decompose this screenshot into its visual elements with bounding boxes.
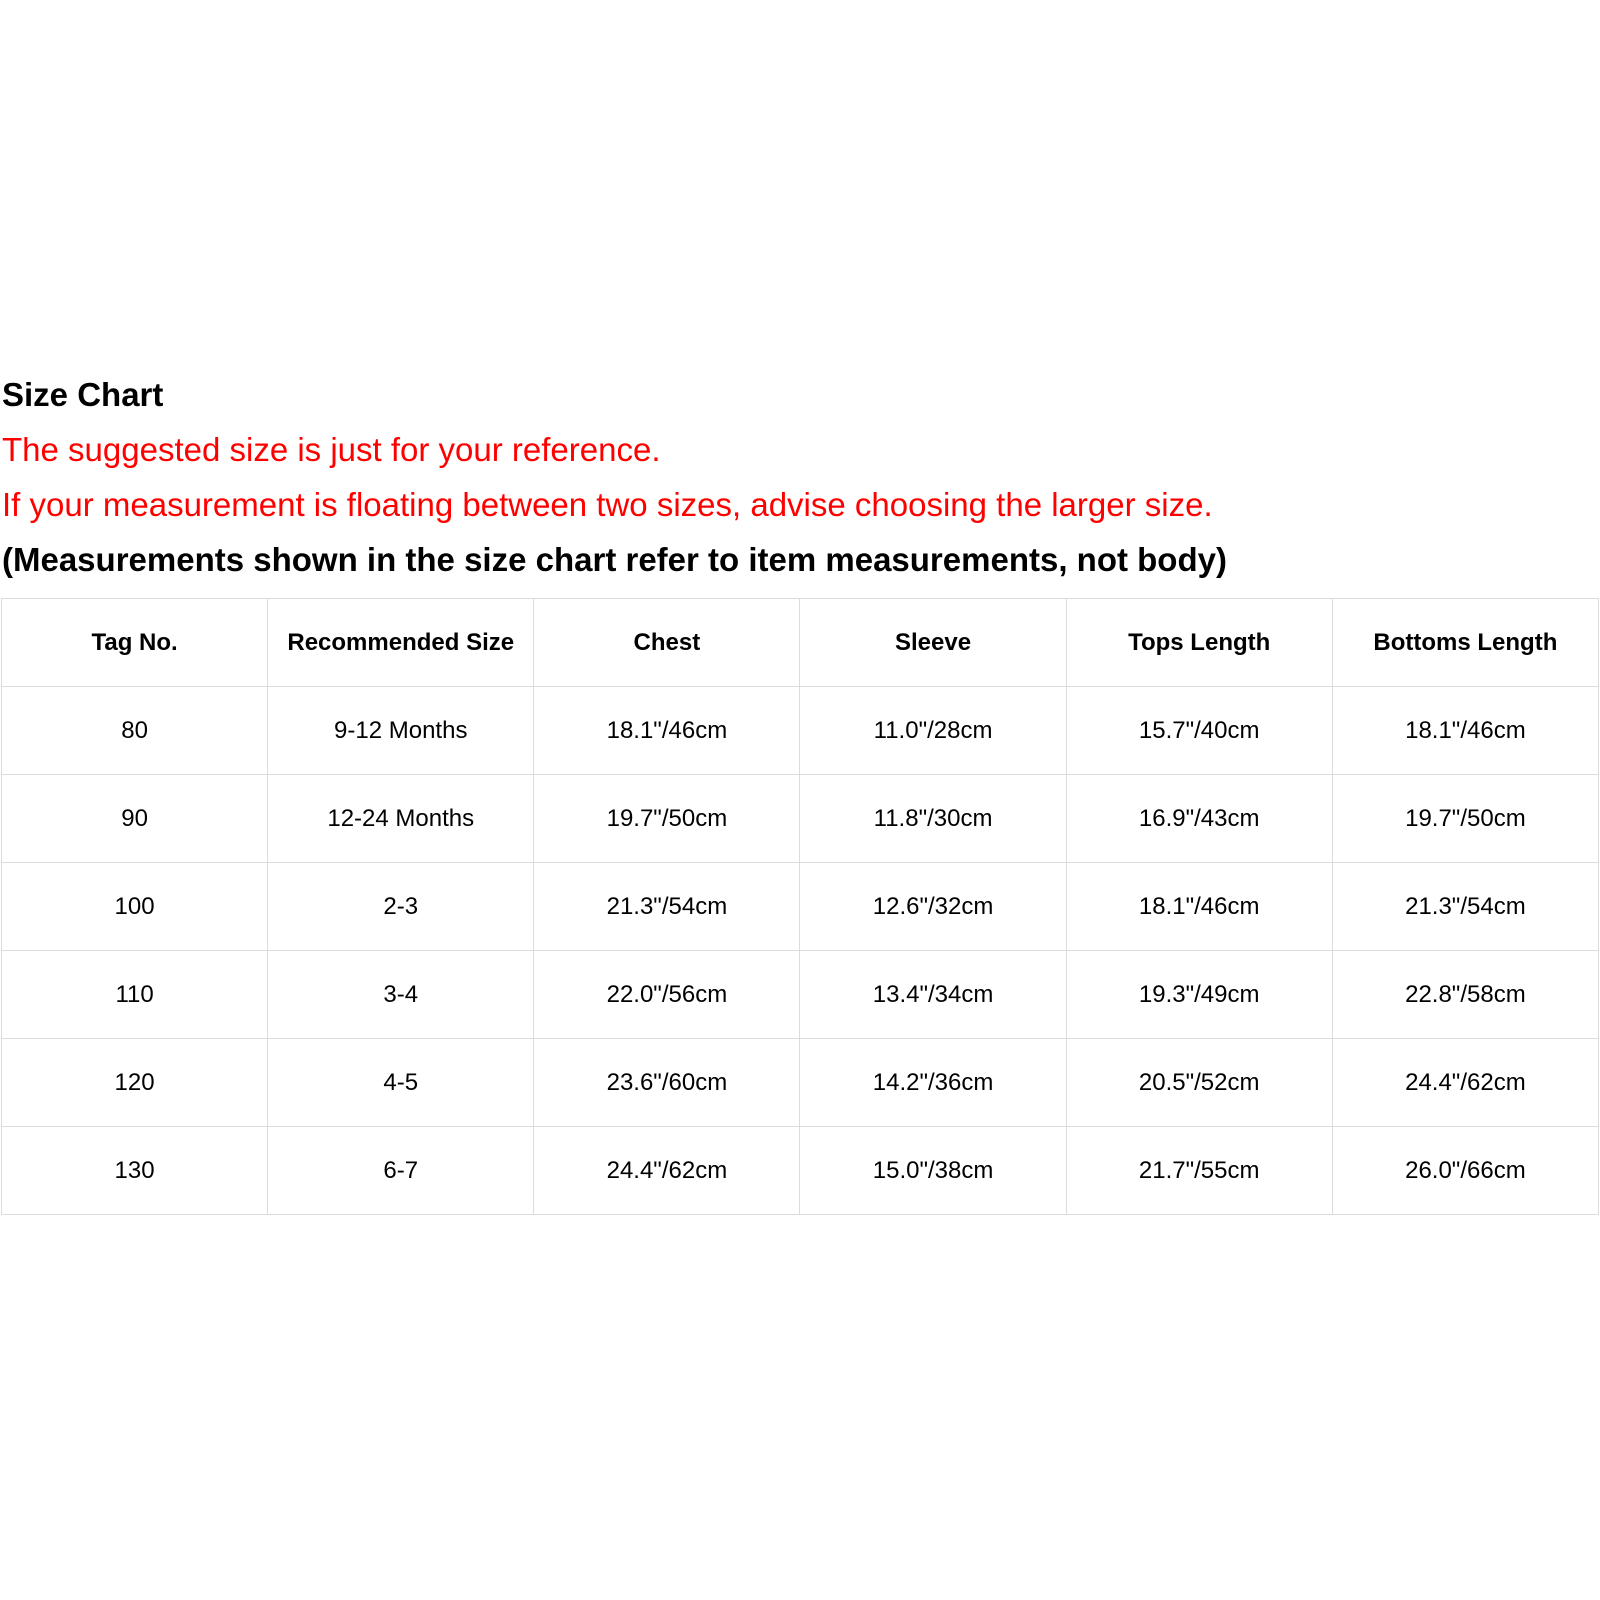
cell-tops-length: 15.7"/40cm bbox=[1066, 687, 1332, 775]
cell-chest: 21.3"/54cm bbox=[534, 863, 800, 951]
header-recommended-size: Recommended Size bbox=[268, 599, 534, 687]
cell-sleeve: 11.0"/28cm bbox=[800, 687, 1066, 775]
cell-recommended-size: 4-5 bbox=[268, 1039, 534, 1127]
cell-sleeve: 12.6"/32cm bbox=[800, 863, 1066, 951]
page-title: Size Chart bbox=[2, 376, 164, 413]
cell-tops-length: 21.7"/55cm bbox=[1066, 1127, 1332, 1215]
cell-tag-no: 80 bbox=[2, 687, 268, 775]
cell-tops-length: 20.5"/52cm bbox=[1066, 1039, 1332, 1127]
cell-tag-no: 120 bbox=[2, 1039, 268, 1127]
cell-chest: 18.1"/46cm bbox=[534, 687, 800, 775]
table-row bbox=[2, 1127, 1599, 1215]
cell-chest: 19.7"/50cm bbox=[534, 775, 800, 863]
table-row bbox=[2, 687, 1599, 775]
cell-tops-length: 18.1"/46cm bbox=[1066, 863, 1332, 951]
header-bottoms-length: Bottoms Length bbox=[1332, 599, 1598, 687]
cell-tag-no: 130 bbox=[2, 1127, 268, 1215]
cell-recommended-size: 9-12 Months bbox=[268, 687, 534, 775]
table-row bbox=[2, 863, 1599, 951]
cell-tag-no: 100 bbox=[2, 863, 268, 951]
cell-chest: 24.4"/62cm bbox=[534, 1127, 800, 1215]
cell-sleeve: 11.8"/30cm bbox=[800, 775, 1066, 863]
reference-note: The suggested size is just for your reference. bbox=[2, 431, 661, 468]
cell-recommended-size: 12-24 Months bbox=[268, 775, 534, 863]
cell-tops-length: 16.9"/43cm bbox=[1066, 775, 1332, 863]
cell-bottoms-length: 21.3"/54cm bbox=[1332, 863, 1598, 951]
cell-recommended-size: 3-4 bbox=[268, 951, 534, 1039]
table-row bbox=[2, 775, 1599, 863]
cell-bottoms-length: 22.8"/58cm bbox=[1332, 951, 1598, 1039]
cell-tag-no: 90 bbox=[2, 775, 268, 863]
cell-recommended-size: 2-3 bbox=[268, 863, 534, 951]
cell-sleeve: 14.2"/36cm bbox=[800, 1039, 1066, 1127]
cell-tops-length: 19.3"/49cm bbox=[1066, 951, 1332, 1039]
header-tag-no: Tag No. bbox=[2, 599, 268, 687]
header-tops-length: Tops Length bbox=[1066, 599, 1332, 687]
cell-bottoms-length: 19.7"/50cm bbox=[1332, 775, 1598, 863]
cell-bottoms-length: 24.4"/62cm bbox=[1332, 1039, 1598, 1127]
cell-chest: 22.0"/56cm bbox=[534, 951, 800, 1039]
cell-recommended-size: 6-7 bbox=[268, 1127, 534, 1215]
cell-tag-no: 110 bbox=[2, 951, 268, 1039]
header-chest: Chest bbox=[534, 599, 800, 687]
cell-bottoms-length: 18.1"/46cm bbox=[1332, 687, 1598, 775]
table-header-row bbox=[2, 599, 1599, 687]
cell-sleeve: 13.4"/34cm bbox=[800, 951, 1066, 1039]
table-row bbox=[2, 951, 1599, 1039]
header-sleeve: Sleeve bbox=[800, 599, 1066, 687]
cell-bottoms-length: 26.0"/66cm bbox=[1332, 1127, 1598, 1215]
table-row bbox=[2, 1039, 1599, 1127]
cell-chest: 23.6"/60cm bbox=[534, 1039, 800, 1127]
sizing-advice-note: If your measurement is floating between two sizes, advise choosing the larger size. bbox=[2, 486, 1213, 523]
size-chart-table bbox=[1, 598, 1599, 1215]
cell-sleeve: 15.0"/38cm bbox=[800, 1127, 1066, 1215]
measurement-disclaimer: (Measurements shown in the size chart refer to item measurements, not body) bbox=[2, 541, 1227, 578]
